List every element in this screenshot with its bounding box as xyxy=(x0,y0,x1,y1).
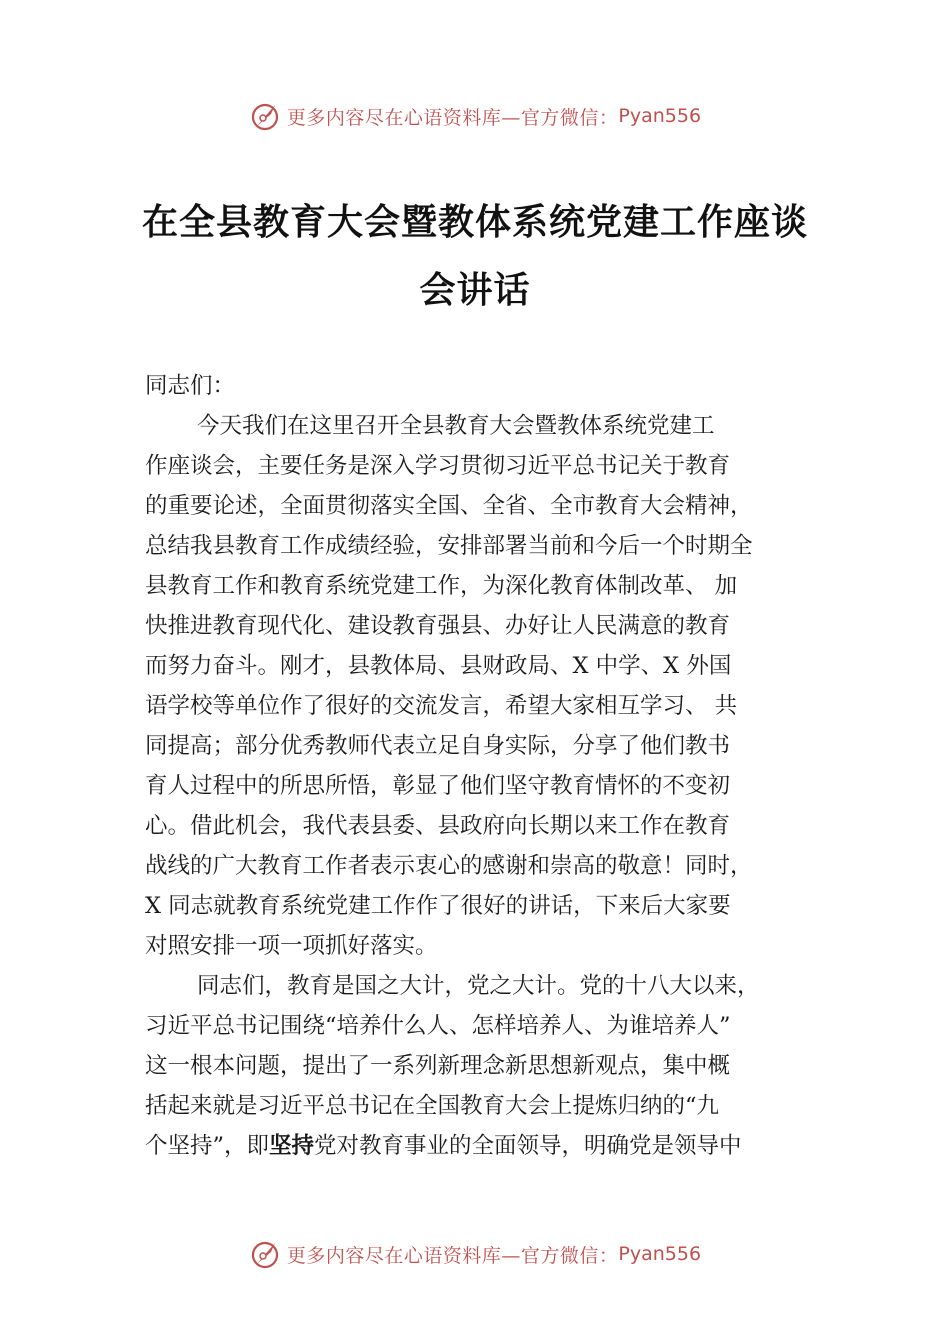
paragraph-line: 快推进教育现代化、建设教育强县、办好让人民满意的教育 xyxy=(145,613,731,639)
watermark-banner-top xyxy=(0,96,950,136)
salutation: 同志们： xyxy=(145,373,236,399)
paragraph-line: 总结我县教育工作成绩经验，安排部署当前和今后一个时期全 xyxy=(145,533,753,559)
paragraph-line: 县教育工作和教育系统党建工作，为深化教育体制改革、 加 xyxy=(145,573,738,599)
paragraph-line: 这一根本问题，提出了一系列新理念新思想新观点，集中概 xyxy=(145,1053,731,1079)
paragraph-line: X 同志就教育系统党建工作作了很好的讲话，下来后大家要 xyxy=(145,893,731,919)
paragraph-line xyxy=(145,1126,810,1166)
paragraph-line: 战线的广大教育工作者表示衷心的感谢和崇高的敬意！同时， xyxy=(145,853,753,879)
paragraph-line: 今天我们在这里召开全县教育大会暨教体系统党建工 xyxy=(197,413,715,439)
paragraph-line: 而努力奋斗。刚才，县教体局、县财政局、X 中学、X 外国 xyxy=(145,653,732,679)
paragraph-line: 的重要论述，全面贯彻落实全国、全省、全市教育大会精神， xyxy=(145,493,753,519)
bold-keyword: 坚持 xyxy=(269,1133,315,1159)
paragraph-line: 作座谈会，主要任务是深入学习贯彻习近平总书记关于教育 xyxy=(145,453,731,479)
document-body xyxy=(145,366,810,1166)
paragraph-line: 育人过程中的所思所悟，彰显了他们坚守教育情怀的不变初 xyxy=(145,773,731,799)
title-line-2: 会讲话 xyxy=(419,269,531,311)
paragraph-2 xyxy=(145,966,810,1166)
paragraph-line: 习近平总书记围绕“培养什么人、怎样培养人、为谁培养人” xyxy=(145,1013,731,1039)
text-run: 党对教育事业的全面领导，明确党是领导中 xyxy=(314,1133,742,1159)
paragraph-line: 心。借此机会，我代表县委、县政府向长期以来工作在教育 xyxy=(145,813,731,839)
watermark-wechat-id: Pyan556 xyxy=(618,105,702,127)
watermark-banner-bottom xyxy=(0,1234,950,1274)
paragraph-line: 同志们，教育是国之大计，党之大计。党的十八大以来， xyxy=(197,973,760,999)
text-run: 个坚持”，即 xyxy=(145,1133,270,1159)
paragraph-line: 对照安排一项一项抓好落实。 xyxy=(145,933,438,959)
quill-logo-icon xyxy=(249,100,281,132)
watermark-text: 更多内容尽在心语资料库—官方微信： xyxy=(286,106,619,129)
paragraph-line: 同提高；部分优秀教师代表立足自身实际，分享了他们教书 xyxy=(145,733,731,759)
paragraph-line: 括起来就是习近平总书记在全国教育大会上提炼归纳的“九 xyxy=(145,1093,720,1119)
quill-logo-icon xyxy=(249,1238,281,1270)
watermark-text: 更多内容尽在心语资料库—官方微信： xyxy=(286,1244,619,1267)
title-line-1: 在全县教育大会暨教体系统党建工作座谈 xyxy=(141,201,808,243)
paragraph-line: 语学校等单位作了很好的交流发言，希望大家相互学习、 共 xyxy=(145,693,738,719)
paragraph-1 xyxy=(145,406,810,966)
watermark-wechat-id: Pyan556 xyxy=(618,1243,702,1265)
document-title xyxy=(140,188,810,324)
